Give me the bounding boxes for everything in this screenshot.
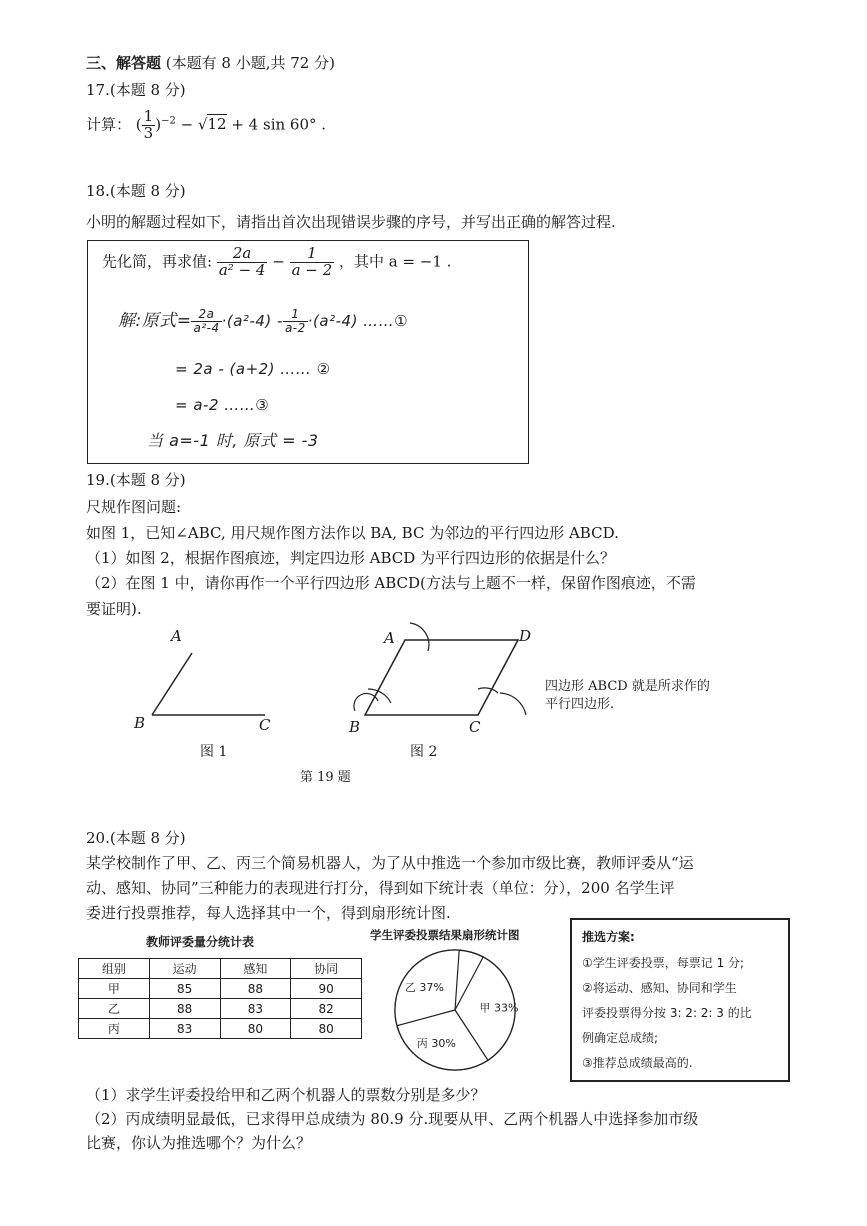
- q17-tail: + 4 sin 60° .: [226, 115, 327, 134]
- table-header-cell: 运动: [149, 959, 220, 979]
- q18-minus: −: [272, 252, 285, 271]
- q19-subtitle: 尺规作图问题:: [86, 498, 182, 516]
- table-header-cell: 感知: [220, 959, 291, 979]
- plan-line: ③推荐总成绩最高的.: [582, 1056, 693, 1070]
- q18-f2-num: 1: [290, 246, 335, 263]
- q17-frac-num: 1: [143, 107, 154, 125]
- table-row: [79, 1019, 362, 1039]
- table-cell: 80: [291, 1019, 362, 1039]
- q19-part-2a: （2）在图 1 中，请你再作一个平行四边形 ABCD(方法与上题不一样，保留作图痕迹，不需: [86, 574, 696, 592]
- hw-f2-num: 1: [283, 308, 308, 322]
- hw-f2-den: a-2: [284, 321, 306, 335]
- fig2-caption: 图 2: [410, 744, 438, 760]
- table-cell: 丙: [79, 1019, 150, 1039]
- hw-fraction-2: [283, 308, 308, 334]
- q17-paren-close: ): [155, 115, 162, 134]
- table-header-cell: 组别: [79, 959, 150, 979]
- plan-line: ①学生评委投票，每票记 1 分;: [582, 956, 745, 970]
- pie-label-0: 甲 33%: [479, 1001, 519, 1015]
- plan-title: 推选方案:: [582, 930, 635, 944]
- fig1-label-c: C: [259, 716, 271, 734]
- q19-heading: 19.(本题 8 分): [86, 471, 186, 489]
- q19-intro: 如图 1，已知∠ABC, 用尺规作图方法作以 BA, BC 为邻边的平行四边形 ABCD.: [86, 524, 619, 542]
- table-cell: 90: [291, 979, 362, 999]
- hw-label: 解:原式=: [118, 311, 192, 331]
- parallelogram-abcd: [365, 640, 518, 715]
- arc-b: [368, 689, 391, 703]
- q18-handwritten-step-4: 当 a=-1 时, 原式 = -3: [147, 431, 319, 450]
- score-table-title: 教师评委量分统计表: [146, 935, 255, 949]
- q19-part-2b: 要证明).: [86, 600, 142, 618]
- table-cell: 83: [220, 999, 291, 1019]
- arc-a: [410, 623, 429, 651]
- table-cell: 甲: [79, 979, 150, 999]
- plan-line: 例确定总成绩;: [582, 1031, 659, 1045]
- hw-mul-1: ·(a²-4) -: [221, 312, 283, 330]
- table-row: [79, 999, 362, 1019]
- fig2-label-d: D: [519, 627, 532, 645]
- hw-f1-num: 2a: [191, 308, 221, 322]
- pie-chart: [390, 945, 520, 1075]
- ray-ba: [152, 653, 192, 715]
- fig1-label-a: A: [171, 627, 182, 645]
- q18-handwritten-step-2: = 2a - (a+2) …… ②: [175, 360, 331, 378]
- fig2-note-line-1: 四边形 ABCD 就是所求作的: [545, 679, 710, 694]
- fig2-label-b: B: [349, 718, 361, 736]
- q20-body-2: 动、感知、协同”三种能力的表现进行打分，得到如下统计表（单位：分），200 名学生评: [86, 879, 675, 897]
- q17-sqrt: √12: [197, 115, 227, 134]
- section-title: 三、解答题: [86, 54, 162, 72]
- q18-handwritten-step-1: [118, 306, 408, 335]
- table-cell: 82: [291, 999, 362, 1019]
- table-cell: 乙: [79, 999, 150, 1019]
- q20-body-3: 委进行投票推荐，每人选择其中一个，得到扇形统计图.: [86, 904, 451, 922]
- q18-f1-num: 2a: [217, 246, 268, 263]
- arc-c-right: [500, 693, 526, 715]
- fig1-label-b: B: [134, 714, 146, 732]
- plan-lines: [572, 954, 784, 1074]
- q17-heading: 17.(本题 8 分): [86, 81, 186, 99]
- q20-heading: 20.(本题 8 分): [86, 829, 186, 847]
- q19-figure-title: 第 19 题: [300, 770, 351, 785]
- q18-fraction-2: [290, 246, 335, 279]
- q17-frac-den: 3: [143, 123, 154, 142]
- fig2-label-a: A: [384, 629, 395, 647]
- table-cell: 83: [149, 1019, 220, 1039]
- table-header-cell: 协同: [291, 959, 362, 979]
- figure-2-parallelogram: [350, 615, 540, 730]
- q18-box-tail: ，其中 a = −1 .: [338, 252, 452, 271]
- q20-question-1: （1）求学生评委投给甲和乙两个机器人的票数分别是多少？: [86, 1086, 486, 1104]
- q20-question-2a: （2）丙成绩明显最低，已求得甲总成绩为 80.9 分.现要从甲、乙两个机器人中选择参加市级: [86, 1110, 699, 1128]
- q17-exponent: −2: [161, 115, 176, 127]
- q18-problem-line: [102, 246, 451, 279]
- table-row: [79, 979, 362, 999]
- q18-heading: 18.(本题 8 分): [86, 182, 186, 200]
- hw-mul-2: ·(a²-4) ……①: [307, 312, 409, 330]
- hw-fraction-1: [191, 308, 221, 334]
- q18-fraction-1: [217, 246, 268, 279]
- table-cell: 88: [149, 999, 220, 1019]
- fig2-label-c: C: [469, 718, 481, 736]
- section-heading: [86, 52, 335, 73]
- q20-body-1: 某学校制作了甲、乙、丙三个简易机器人，为了从中推选一个参加市级比赛，教师评委从“运: [86, 854, 694, 872]
- plan-line: ②将运动、感知、协同和学生: [582, 981, 737, 995]
- q17-sqrt-value: 12: [207, 115, 227, 134]
- table-cell: 80: [220, 1019, 291, 1039]
- q17-paren-open: (: [135, 115, 142, 134]
- q20-question-2b: 比赛，你认为推选哪个？为什么？: [86, 1134, 312, 1152]
- pie-label-1: 乙 37%: [404, 981, 444, 995]
- section-note: (本题有 8 小题,共 72 分): [165, 54, 335, 72]
- arc-c-left: [478, 688, 498, 693]
- hw-f1-den: a²-4: [193, 321, 220, 335]
- q18-f1-den: a² − 4: [218, 260, 266, 279]
- table-cell: 85: [149, 979, 220, 999]
- arc-b-base: [354, 693, 378, 711]
- q18-handwritten-step-3: = a-2 ……③: [175, 396, 270, 414]
- q17-fraction: [142, 109, 156, 142]
- score-table: [78, 958, 362, 1039]
- pie-label-2: 丙 30%: [416, 1037, 456, 1051]
- q19-part-1: （1）如图 2，根据作图痕迹，判定四边形 ABCD 为平行四边形的依据是什么？: [86, 549, 616, 567]
- q18-f2-den: a − 2: [291, 260, 333, 279]
- table-row: [79, 959, 362, 979]
- q17-minus: −: [175, 115, 198, 134]
- pie-chart-title: 学生评委投票结果扇形统计图: [370, 928, 520, 942]
- q18-box-lead: 先化简，再求值:: [102, 252, 213, 271]
- q18-prompt: 小明的解题过程如下，请指出首次出现错误步骤的序号，并写出正确的解答过程.: [86, 213, 616, 231]
- plan-line: 评委投票得分按 3: 2: 2: 3 的比: [582, 1006, 752, 1020]
- fig1-caption: 图 1: [200, 744, 228, 760]
- q17-expression: [86, 109, 326, 142]
- q17-prompt: 计算：: [86, 115, 132, 134]
- table-cell: 88: [220, 979, 291, 999]
- fig2-note-line-2: 平行四边形.: [545, 697, 615, 712]
